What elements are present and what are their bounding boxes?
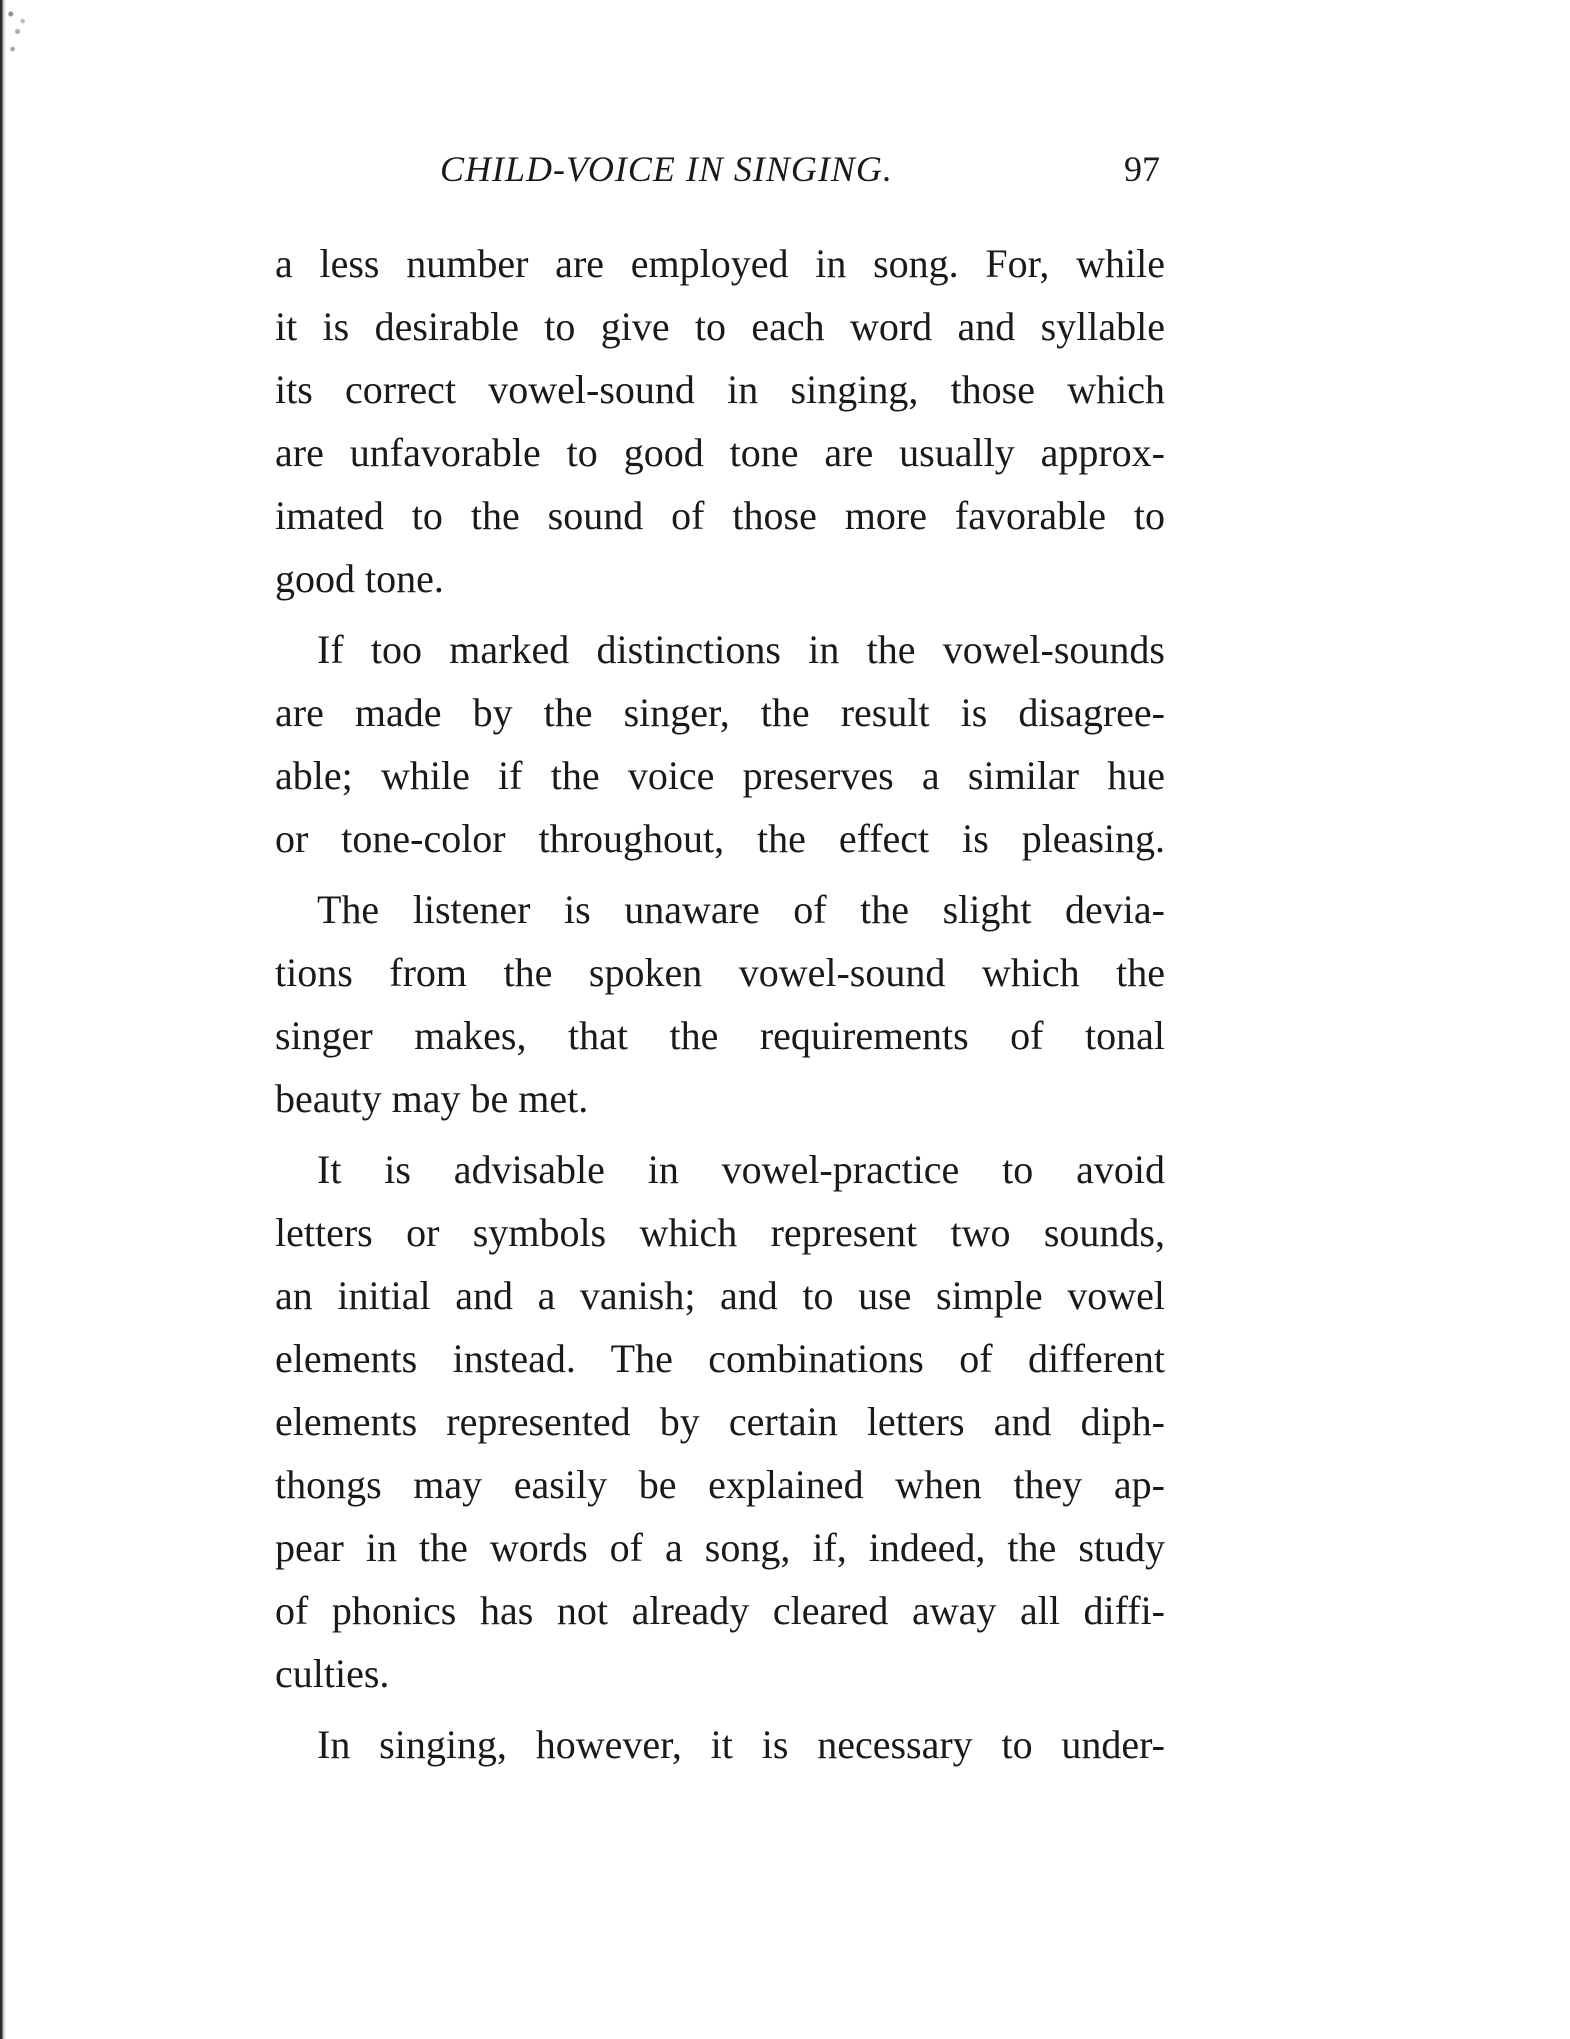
text-line: of phonics has not already cleared away all diffi-: [275, 1588, 1165, 1633]
text-line: are unfavorable to good tone are usually approx-: [275, 430, 1165, 475]
text-line: able; while if the voice preserves a similar hue: [275, 753, 1165, 798]
text-line: pear in the words of a song, if, indeed, the study: [275, 1525, 1165, 1570]
text-line: elements instead. The combinations of different: [275, 1336, 1165, 1381]
text-line: culties.: [275, 1651, 390, 1696]
text-line: If too marked distinctions in the vowel-sounds: [317, 627, 1165, 672]
scan-speck: [4, 0, 38, 70]
text-line: are made by the singer, the result is disagree-: [275, 690, 1165, 735]
text-line: It is advisable in vowel-practice to avoid: [317, 1147, 1165, 1192]
paragraph-1: [275, 232, 1165, 610]
page-number: 97: [1124, 149, 1160, 189]
paragraph-3: [275, 878, 1165, 1130]
text-line: a less number are employed in song. For, while: [275, 241, 1165, 286]
text-line: singer makes, that the requirements of tonal: [275, 1013, 1165, 1058]
text-line: elements represented by certain letters and diph-: [275, 1399, 1165, 1444]
text-line: letters or symbols which represent two sounds,: [275, 1210, 1165, 1255]
text-line: imated to the sound of those more favorable to: [275, 493, 1165, 538]
running-head: [440, 148, 1180, 198]
text-line: In singing, however, it is necessary to under-: [317, 1722, 1165, 1767]
text-line: good tone.: [275, 556, 444, 601]
paragraph-4: [275, 1138, 1165, 1705]
paragraph-5: [275, 1713, 1165, 1776]
text-line: tions from the spoken vowel-sound which the: [275, 950, 1165, 995]
text-line: its correct vowel-sound in singing, those which: [275, 367, 1165, 412]
running-title: CHILD-VOICE IN SINGING.: [440, 149, 893, 189]
text-line: beauty may be met.: [275, 1076, 589, 1121]
binding-edge: [0, 0, 6, 2039]
text-line: an initial and a vanish; and to use simple vowel: [275, 1273, 1165, 1318]
text-line: thongs may easily be explained when they ap-: [275, 1462, 1165, 1507]
text-line: it is desirable to give to each word and syllable: [275, 304, 1165, 349]
text-line: or tone-color throughout, the effect is pleasing.: [275, 816, 1165, 861]
paragraph-2: [275, 618, 1165, 870]
text-line: The listener is unaware of the slight devia-: [317, 887, 1165, 932]
body-text: [275, 232, 1165, 1784]
